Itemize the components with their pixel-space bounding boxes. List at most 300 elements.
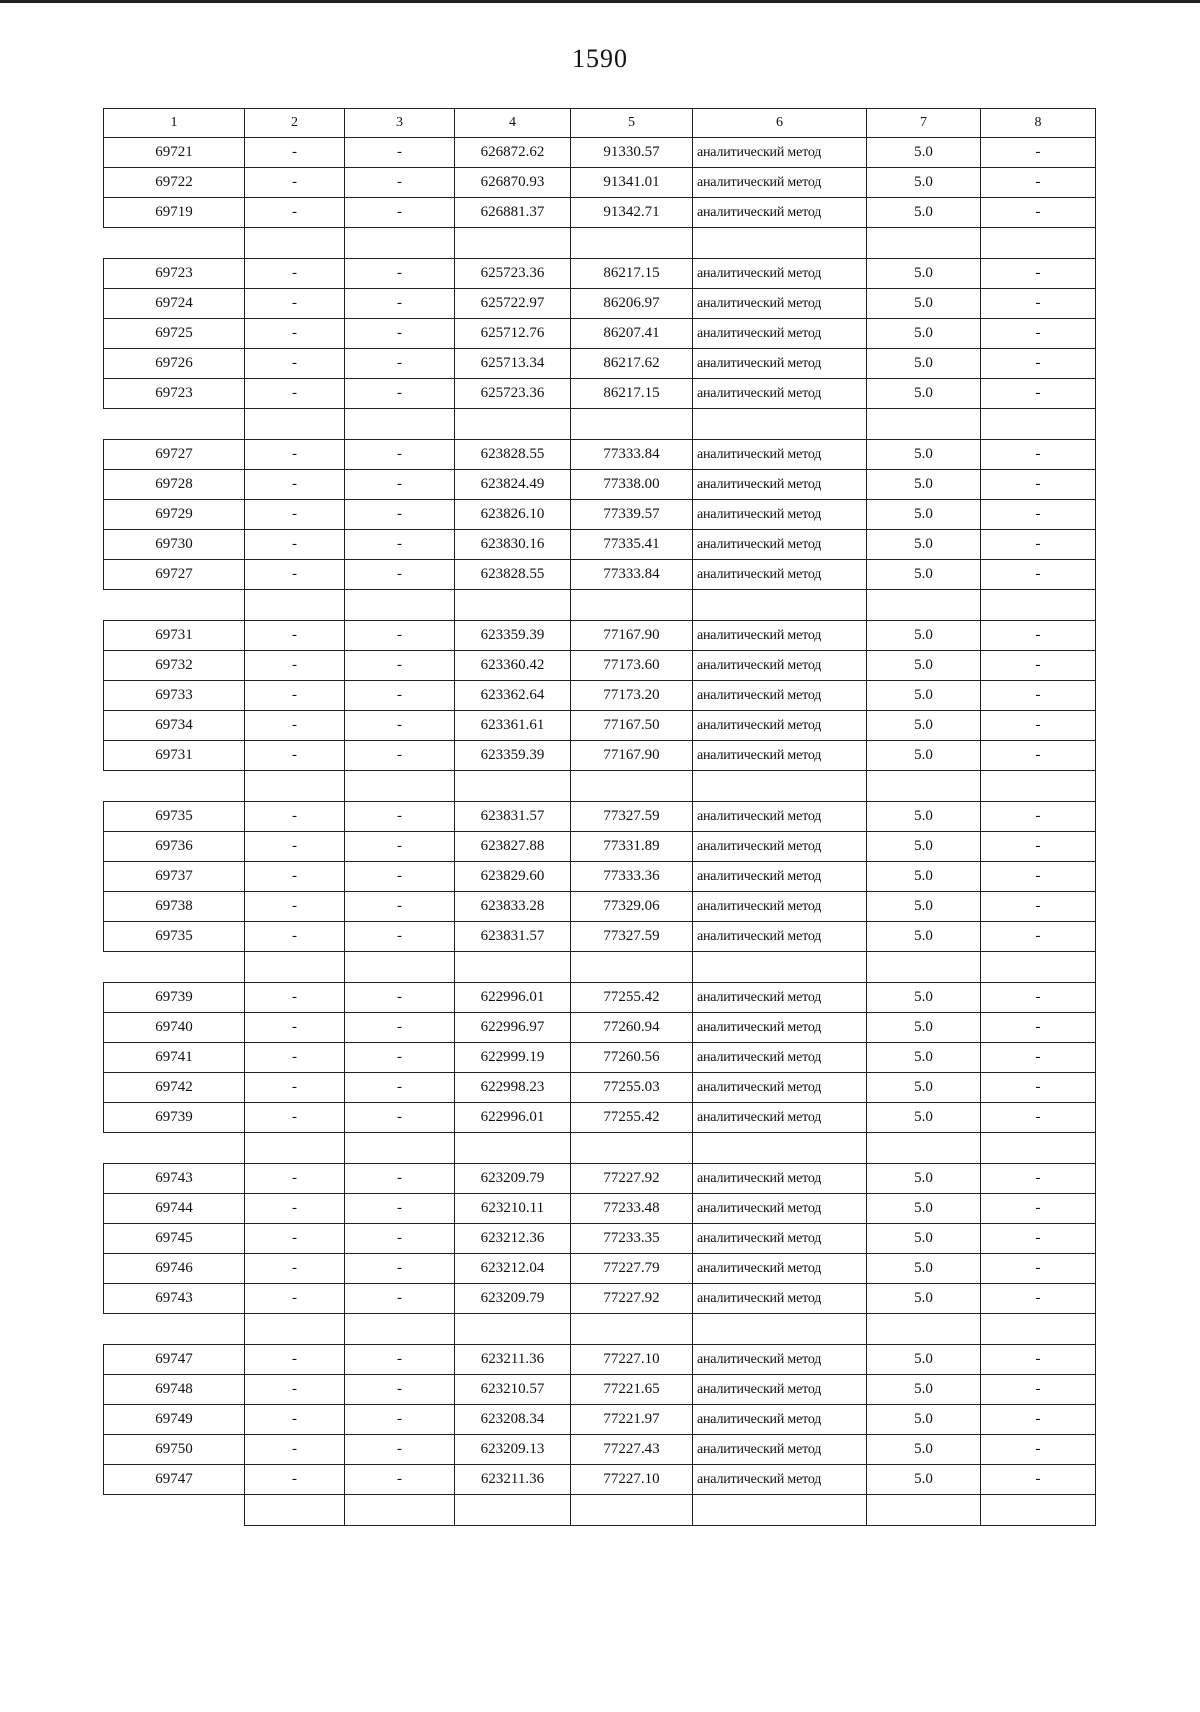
table-row	[104, 862, 1096, 892]
table-cell: 623824.49	[455, 470, 571, 500]
table-cell: -	[981, 681, 1096, 711]
empty-cell	[981, 1314, 1096, 1345]
table-cell: 623830.16	[455, 530, 571, 560]
table-cell: -	[981, 1103, 1096, 1133]
table-cell: 69719	[104, 198, 245, 228]
empty-cell	[104, 771, 245, 802]
empty-cell	[867, 952, 981, 983]
table-cell: 69748	[104, 1375, 245, 1405]
table-cell: аналитический метод	[693, 168, 867, 198]
table-cell: 5.0	[867, 198, 981, 228]
table-cell: -	[345, 1103, 455, 1133]
table-cell: -	[981, 741, 1096, 771]
table-cell: 69735	[104, 922, 245, 952]
empty-cell	[245, 1495, 345, 1526]
table-row	[104, 892, 1096, 922]
table-cell: аналитический метод	[693, 862, 867, 892]
empty-cell	[455, 771, 571, 802]
table-cell: -	[245, 349, 345, 379]
table-cell: -	[981, 832, 1096, 862]
table-cell: 5.0	[867, 289, 981, 319]
empty-cell	[693, 590, 867, 621]
table-row	[104, 1465, 1096, 1495]
empty-cell	[245, 952, 345, 983]
table-row	[104, 289, 1096, 319]
table-cell: -	[981, 530, 1096, 560]
empty-cell	[693, 771, 867, 802]
empty-cell	[693, 1495, 867, 1526]
table-cell: 5.0	[867, 711, 981, 741]
table-cell: -	[245, 440, 345, 470]
table-cell: -	[245, 500, 345, 530]
table-cell: 77339.57	[571, 500, 693, 530]
table-cell: 623833.28	[455, 892, 571, 922]
table-cell: аналитический метод	[693, 1224, 867, 1254]
empty-cell	[104, 1495, 245, 1526]
empty-cell	[867, 228, 981, 259]
empty-cell	[245, 771, 345, 802]
table-cell: -	[345, 1043, 455, 1073]
table-cell: -	[345, 983, 455, 1013]
table-cell: 77167.50	[571, 711, 693, 741]
table-cell: -	[345, 651, 455, 681]
table-cell: -	[245, 1224, 345, 1254]
table-cell: аналитический метод	[693, 1435, 867, 1465]
table-cell: 86217.15	[571, 379, 693, 409]
table-cell: -	[981, 500, 1096, 530]
table-cell: 69739	[104, 1103, 245, 1133]
table-cell: 5.0	[867, 983, 981, 1013]
table-cell: 625712.76	[455, 319, 571, 349]
group-separator-row	[104, 228, 1096, 259]
table-cell: 5.0	[867, 319, 981, 349]
empty-cell	[981, 409, 1096, 440]
empty-cell	[571, 228, 693, 259]
table-cell: 77227.79	[571, 1254, 693, 1284]
table-row	[104, 259, 1096, 289]
table-cell: 5.0	[867, 1164, 981, 1194]
group-separator-row	[104, 771, 1096, 802]
table-cell: -	[981, 1254, 1096, 1284]
table-cell: аналитический метод	[693, 1375, 867, 1405]
table-cell: аналитический метод	[693, 500, 867, 530]
table-cell: аналитический метод	[693, 530, 867, 560]
table-cell: 69740	[104, 1013, 245, 1043]
table-cell: 77227.10	[571, 1345, 693, 1375]
table-cell: аналитический метод	[693, 802, 867, 832]
empty-cell	[571, 590, 693, 621]
table-row	[104, 1405, 1096, 1435]
table-cell: 69730	[104, 530, 245, 560]
table-row	[104, 681, 1096, 711]
table-cell: аналитический метод	[693, 1254, 867, 1284]
table-header	[104, 109, 1096, 138]
empty-cell	[345, 1133, 455, 1164]
table-cell: 626872.62	[455, 138, 571, 168]
column-header: 3	[345, 109, 455, 138]
table-cell: -	[345, 349, 455, 379]
table-cell: 69724	[104, 289, 245, 319]
table-cell: -	[981, 470, 1096, 500]
table-cell: 91330.57	[571, 138, 693, 168]
empty-cell	[104, 228, 245, 259]
table-cell: 69727	[104, 440, 245, 470]
empty-cell	[981, 1495, 1096, 1526]
empty-cell	[104, 1314, 245, 1345]
table-cell: -	[245, 138, 345, 168]
table-cell: -	[981, 711, 1096, 741]
table-cell: -	[245, 983, 345, 1013]
table-cell: 69732	[104, 651, 245, 681]
table-cell: 623209.13	[455, 1435, 571, 1465]
table-cell: -	[981, 349, 1096, 379]
table-cell: 622996.97	[455, 1013, 571, 1043]
page-number: 1590	[572, 44, 628, 73]
table-cell: 77173.60	[571, 651, 693, 681]
empty-cell	[867, 771, 981, 802]
table-cell: аналитический метод	[693, 1103, 867, 1133]
table-cell: 69743	[104, 1164, 245, 1194]
table-cell: 77233.35	[571, 1224, 693, 1254]
table-cell: -	[245, 1043, 345, 1073]
empty-cell	[455, 1133, 571, 1164]
table-cell: 69735	[104, 802, 245, 832]
table-row	[104, 651, 1096, 681]
table-row	[104, 832, 1096, 862]
table-cell: -	[981, 198, 1096, 228]
empty-cell	[104, 1133, 245, 1164]
empty-cell	[981, 1133, 1096, 1164]
table-cell: -	[245, 1284, 345, 1314]
table-cell: 5.0	[867, 470, 981, 500]
table-cell: аналитический метод	[693, 1013, 867, 1043]
table-cell: 5.0	[867, 922, 981, 952]
table-cell: 77167.90	[571, 621, 693, 651]
table-cell: -	[981, 1073, 1096, 1103]
empty-cell	[693, 409, 867, 440]
table-cell: 5.0	[867, 1435, 981, 1465]
table-cell: аналитический метод	[693, 651, 867, 681]
empty-cell	[345, 952, 455, 983]
table-row	[104, 983, 1096, 1013]
table-cell: 77329.06	[571, 892, 693, 922]
table-cell: -	[245, 922, 345, 952]
empty-cell	[345, 228, 455, 259]
table-cell: 69742	[104, 1073, 245, 1103]
table-cell: аналитический метод	[693, 560, 867, 590]
table-cell: -	[345, 1164, 455, 1194]
empty-cell	[104, 590, 245, 621]
table-cell: 5.0	[867, 440, 981, 470]
table-cell: 77233.48	[571, 1194, 693, 1224]
empty-cell	[981, 771, 1096, 802]
table-cell: 5.0	[867, 1375, 981, 1405]
table-cell: -	[345, 138, 455, 168]
table-cell: 69741	[104, 1043, 245, 1073]
table-row	[104, 1194, 1096, 1224]
table-cell: 623826.10	[455, 500, 571, 530]
table-cell: -	[345, 319, 455, 349]
table-cell: 623209.79	[455, 1284, 571, 1314]
table-cell: 5.0	[867, 530, 981, 560]
table-cell: 5.0	[867, 862, 981, 892]
table-cell: аналитический метод	[693, 440, 867, 470]
table-cell: 86217.15	[571, 259, 693, 289]
table-row	[104, 1164, 1096, 1194]
table-cell: 69728	[104, 470, 245, 500]
table-cell: аналитический метод	[693, 138, 867, 168]
table-cell: 623210.11	[455, 1194, 571, 1224]
table-cell: аналитический метод	[693, 379, 867, 409]
table-cell: -	[981, 862, 1096, 892]
table-cell: -	[981, 440, 1096, 470]
table-row	[104, 1043, 1096, 1073]
table-cell: -	[345, 922, 455, 952]
table-row	[104, 1375, 1096, 1405]
table-cell: 5.0	[867, 560, 981, 590]
table-cell: 622998.23	[455, 1073, 571, 1103]
table-row	[104, 440, 1096, 470]
table-cell: -	[345, 1194, 455, 1224]
table-cell: аналитический метод	[693, 832, 867, 862]
table-cell: 69738	[104, 892, 245, 922]
table-cell: -	[345, 470, 455, 500]
table-cell: -	[345, 289, 455, 319]
table-cell: 69731	[104, 741, 245, 771]
table-cell: 77227.92	[571, 1164, 693, 1194]
table-cell: 622996.01	[455, 1103, 571, 1133]
table-cell: -	[981, 1375, 1096, 1405]
table-cell: 5.0	[867, 1043, 981, 1073]
table-cell: -	[245, 198, 345, 228]
table-cell: -	[245, 621, 345, 651]
table-cell: -	[345, 1465, 455, 1495]
empty-cell	[867, 1314, 981, 1345]
table-cell: 69743	[104, 1284, 245, 1314]
empty-cell	[981, 952, 1096, 983]
table-cell: -	[981, 138, 1096, 168]
table-cell: аналитический метод	[693, 1284, 867, 1314]
table-cell: 69729	[104, 500, 245, 530]
table-row	[104, 560, 1096, 590]
table-cell: -	[981, 1164, 1096, 1194]
table-cell: 91341.01	[571, 168, 693, 198]
table-cell: 626870.93	[455, 168, 571, 198]
table-cell: 5.0	[867, 1405, 981, 1435]
table-cell: 69736	[104, 832, 245, 862]
table-cell: 77338.00	[571, 470, 693, 500]
table-cell: 623210.57	[455, 1375, 571, 1405]
table-cell: 5.0	[867, 1465, 981, 1495]
table-cell: -	[245, 1194, 345, 1224]
empty-cell	[571, 1314, 693, 1345]
table-cell: аналитический метод	[693, 681, 867, 711]
empty-cell	[455, 228, 571, 259]
table-cell: 622996.01	[455, 983, 571, 1013]
table-cell: 5.0	[867, 1284, 981, 1314]
table-cell: -	[245, 530, 345, 560]
table-cell: -	[345, 1405, 455, 1435]
empty-cell	[245, 1133, 345, 1164]
table-cell: 86207.41	[571, 319, 693, 349]
table-cell: -	[345, 500, 455, 530]
table-cell: 625723.36	[455, 259, 571, 289]
table-cell: -	[245, 1103, 345, 1133]
table-cell: аналитический метод	[693, 741, 867, 771]
table-cell: -	[981, 621, 1096, 651]
table-cell: -	[345, 741, 455, 771]
table-cell: 5.0	[867, 1224, 981, 1254]
table-cell: -	[245, 1375, 345, 1405]
table-cell: -	[245, 259, 345, 289]
empty-cell	[245, 1314, 345, 1345]
table-cell: 5.0	[867, 1194, 981, 1224]
table-cell: 5.0	[867, 651, 981, 681]
empty-cell	[693, 1314, 867, 1345]
table-cell: -	[245, 1164, 345, 1194]
table-cell: -	[345, 168, 455, 198]
table-cell: 69721	[104, 138, 245, 168]
table-cell: 69722	[104, 168, 245, 198]
empty-cell	[104, 952, 245, 983]
table-cell: аналитический метод	[693, 711, 867, 741]
table-cell: -	[345, 711, 455, 741]
table-cell: -	[981, 560, 1096, 590]
table-row	[104, 138, 1096, 168]
table-cell: -	[345, 259, 455, 289]
table-cell: 77255.42	[571, 983, 693, 1013]
table-row	[104, 349, 1096, 379]
table-cell: 69749	[104, 1405, 245, 1435]
table-cell: 5.0	[867, 802, 981, 832]
table-row	[104, 530, 1096, 560]
table-cell: -	[245, 1073, 345, 1103]
column-header: 7	[867, 109, 981, 138]
table-row	[104, 802, 1096, 832]
table-cell: 69739	[104, 983, 245, 1013]
table-cell: -	[345, 379, 455, 409]
table-row	[104, 1254, 1096, 1284]
empty-cell	[867, 1133, 981, 1164]
table-cell: 77221.97	[571, 1405, 693, 1435]
table-cell: 5.0	[867, 1103, 981, 1133]
table-cell: 623208.34	[455, 1405, 571, 1435]
empty-cell	[455, 1314, 571, 1345]
column-header: 5	[571, 109, 693, 138]
empty-cell	[981, 228, 1096, 259]
table-cell: 69723	[104, 379, 245, 409]
table-cell: -	[981, 1435, 1096, 1465]
table-cell: 91342.71	[571, 198, 693, 228]
table-cell: -	[345, 1284, 455, 1314]
table-row	[104, 1224, 1096, 1254]
table-cell: -	[245, 1465, 345, 1495]
table-cell: -	[981, 1465, 1096, 1495]
table-row	[104, 1103, 1096, 1133]
table-cell: 5.0	[867, 1345, 981, 1375]
table-row	[104, 741, 1096, 771]
table-cell: аналитический метод	[693, 1465, 867, 1495]
table-cell: аналитический метод	[693, 1043, 867, 1073]
empty-cell	[455, 1495, 571, 1526]
table-cell: 69747	[104, 1465, 245, 1495]
table-cell: -	[245, 1345, 345, 1375]
column-header: 8	[981, 109, 1096, 138]
empty-cell	[104, 409, 245, 440]
table-cell: 86217.62	[571, 349, 693, 379]
table-row	[104, 1073, 1096, 1103]
table-cell: -	[345, 1224, 455, 1254]
table-cell: 77221.65	[571, 1375, 693, 1405]
table-cell: 623212.04	[455, 1254, 571, 1284]
table-row	[104, 621, 1096, 651]
table-cell: 69726	[104, 349, 245, 379]
table-cell: -	[981, 1013, 1096, 1043]
table-cell: 77173.20	[571, 681, 693, 711]
table-cell: аналитический метод	[693, 1073, 867, 1103]
table-cell: 77227.10	[571, 1465, 693, 1495]
table-cell: -	[245, 1405, 345, 1435]
table-cell: -	[245, 470, 345, 500]
table-cell: 5.0	[867, 741, 981, 771]
table-cell: -	[981, 319, 1096, 349]
table-cell: 77255.03	[571, 1073, 693, 1103]
empty-cell	[345, 1314, 455, 1345]
table-cell: 77227.43	[571, 1435, 693, 1465]
table-cell: -	[245, 832, 345, 862]
table-cell: 5.0	[867, 138, 981, 168]
table-cell: 623359.39	[455, 621, 571, 651]
table-cell: -	[345, 681, 455, 711]
empty-cell	[571, 1495, 693, 1526]
table-cell: -	[345, 1345, 455, 1375]
empty-cell	[245, 590, 345, 621]
table-cell: -	[245, 651, 345, 681]
table-cell: -	[345, 560, 455, 590]
table-cell: 623361.61	[455, 711, 571, 741]
table-cell: 77327.59	[571, 922, 693, 952]
table-cell: аналитический метод	[693, 1345, 867, 1375]
table-cell: -	[981, 168, 1096, 198]
empty-cell	[345, 409, 455, 440]
table-cell: 623359.39	[455, 741, 571, 771]
table-cell: 622999.19	[455, 1043, 571, 1073]
table-row	[104, 500, 1096, 530]
table-cell: -	[981, 983, 1096, 1013]
table-cell: 5.0	[867, 1254, 981, 1284]
table-cell: 5.0	[867, 379, 981, 409]
empty-cell	[867, 1495, 981, 1526]
table-cell: -	[245, 1435, 345, 1465]
table-cell: -	[245, 1013, 345, 1043]
table-cell: 623360.42	[455, 651, 571, 681]
empty-cell	[455, 590, 571, 621]
table-cell: -	[345, 1073, 455, 1103]
table-cell: 77167.90	[571, 741, 693, 771]
table-cell: 623211.36	[455, 1465, 571, 1495]
table-cell: аналитический метод	[693, 922, 867, 952]
table-cell: 69731	[104, 621, 245, 651]
table-cell: 69727	[104, 560, 245, 590]
empty-cell	[571, 771, 693, 802]
table-row	[104, 1284, 1096, 1314]
table-cell: 69733	[104, 681, 245, 711]
table-cell: 623827.88	[455, 832, 571, 862]
table-cell: 77227.92	[571, 1284, 693, 1314]
group-separator-row	[104, 409, 1096, 440]
table-cell: 625723.36	[455, 379, 571, 409]
table-cell: -	[345, 832, 455, 862]
